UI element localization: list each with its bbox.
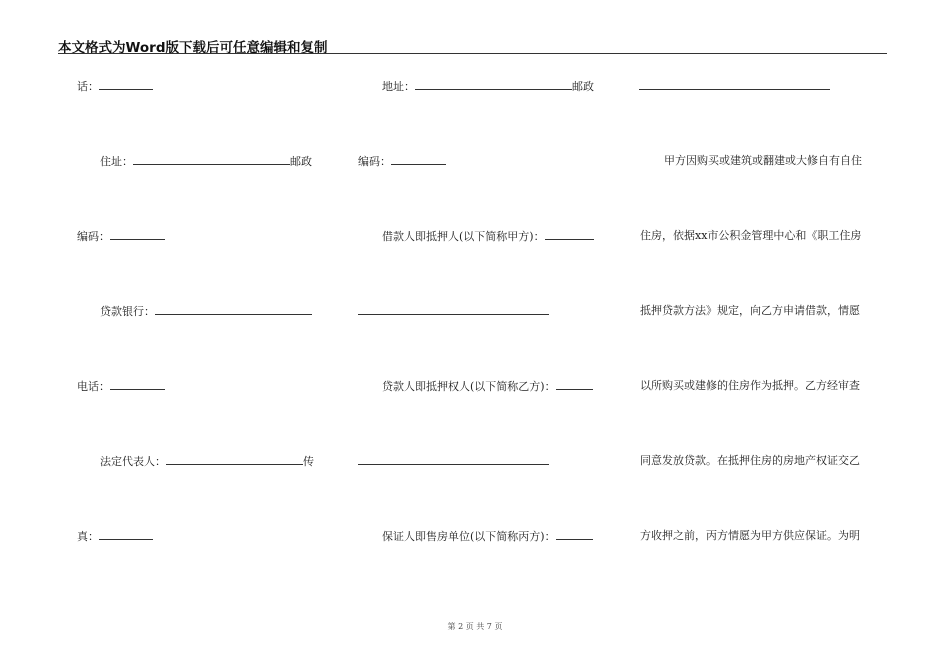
address2-line	[382, 79, 594, 93]
guarantor-blank[interactable]	[556, 529, 593, 540]
lender-line	[382, 379, 593, 393]
lender-blank[interactable]	[556, 379, 593, 390]
lender-label: 贷款人即抵押权人(以下简称乙方)：	[382, 380, 556, 393]
address-suffix: 邮政	[290, 155, 312, 168]
address2-blank[interactable]	[415, 79, 572, 90]
bank-line	[100, 304, 312, 318]
body-text-line-4: 以所购买或建修的住房作为抵押。乙方经审查	[640, 379, 860, 392]
borrower-continuation-blank[interactable]	[358, 304, 549, 315]
bank-label: 贷款银行：	[100, 305, 155, 318]
body-text-line-5: 同意发放贷款。在抵押住房的房地产权证交乙	[640, 454, 860, 467]
address-blank[interactable]	[133, 154, 290, 165]
column3-top-blank[interactable]	[639, 79, 830, 90]
lender-continuation-blank[interactable]	[358, 454, 549, 465]
guarantor-label: 保证人即售房单位(以下简称丙方)：	[382, 530, 556, 543]
phone-line	[77, 79, 153, 93]
page-number-footer: 第 2 页 共 7 页	[447, 622, 503, 631]
column3-top-line	[639, 79, 830, 93]
tel-label: 电话：	[77, 380, 110, 393]
postcode-label: 编码：	[77, 230, 110, 243]
fax-blank[interactable]	[99, 529, 153, 540]
representative-label: 法定代表人：	[100, 455, 166, 468]
postcode-line	[77, 229, 165, 243]
fax-line	[77, 529, 153, 543]
postcode-blank[interactable]	[110, 229, 165, 240]
tel-blank[interactable]	[110, 379, 165, 390]
bank-blank[interactable]	[155, 304, 312, 315]
representative-line	[100, 454, 314, 468]
header-divider	[58, 53, 887, 54]
borrower-blank[interactable]	[545, 229, 594, 240]
address2-suffix: 邮政	[572, 80, 594, 93]
phone-blank[interactable]	[99, 79, 153, 90]
fax-label: 真：	[77, 530, 99, 543]
postcode2-label: 编码：	[358, 155, 391, 168]
borrower-continuation-line	[358, 304, 549, 318]
document-header-title: 本文格式为Word版下载后可任意编辑和复制	[58, 40, 328, 56]
phone-label: 话：	[77, 80, 99, 93]
tel-line	[77, 379, 165, 393]
representative-suffix: 传	[303, 455, 314, 468]
borrower-label: 借款人即抵押人(以下简称甲方)：	[382, 230, 545, 243]
postcode2-blank[interactable]	[391, 154, 446, 165]
body-text-line-2: 住房，依据xx市公积金管理中心和《职工住房	[640, 229, 862, 242]
body-text-line-6: 方收押之前，丙方情愿为甲方供应保证。为明	[640, 529, 860, 542]
postcode2-line	[358, 154, 446, 168]
lender-continuation-line	[358, 454, 549, 468]
borrower-line	[382, 229, 594, 243]
body-text-line-3: 抵押贷款方法》规定，向乙方申请借款，情愿	[640, 304, 860, 317]
guarantor-line	[382, 529, 593, 543]
address-line	[100, 154, 312, 168]
address2-label: 地址：	[382, 80, 415, 93]
representative-blank[interactable]	[166, 454, 303, 465]
address-label: 住址：	[100, 155, 133, 168]
body-text-line-1: 甲方因购买或建筑或翻建或大修自有自住	[664, 154, 862, 167]
